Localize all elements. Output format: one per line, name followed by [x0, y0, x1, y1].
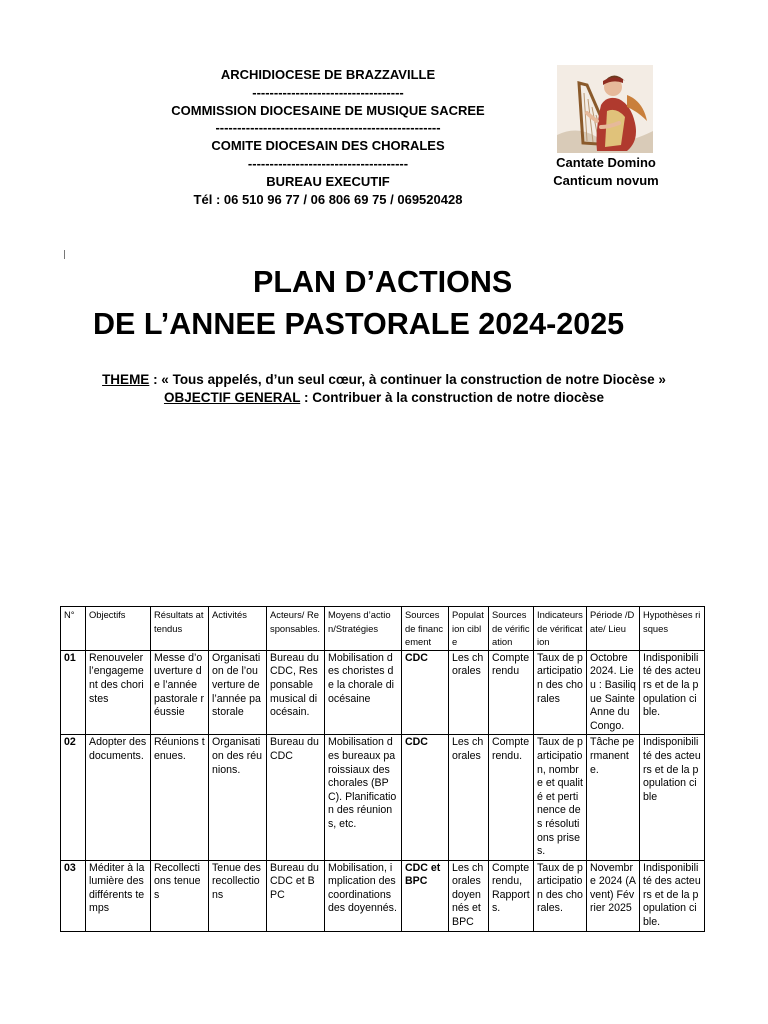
- objective-line: [0, 389, 768, 407]
- table-cell: Tâche permanente.: [587, 735, 640, 860]
- separator-line: ----------------------------------------------------: [215, 120, 441, 136]
- table-cell: Taux de participation des chorales.: [534, 860, 587, 931]
- theme-text: : « Tous appelés, d’un seul cœur, à continuer la construction de notre Diocèse »: [149, 372, 666, 387]
- table-row: [61, 735, 705, 860]
- harpist-illustration-icon: [557, 65, 653, 153]
- column-header: Population cible: [449, 607, 489, 651]
- archdiocese-name: ARCHIDIOCESE DE BRAZZAVILLE: [220, 67, 436, 82]
- table-cell: CDC et BPC: [402, 860, 449, 931]
- table-row: [61, 650, 705, 735]
- table-cell: Recollections tenues: [151, 860, 209, 931]
- table-cell: Taux de participation, nombre et qualité et pertinence des résolutions prises.: [534, 735, 587, 860]
- theme-block: [0, 371, 768, 407]
- table-cell: Bureau du CDC, Responsable musical diocésain.: [267, 650, 325, 735]
- theme-label: THEME: [102, 372, 150, 387]
- motto: [536, 154, 676, 190]
- column-header: Période /Date/ Lieu: [587, 607, 640, 651]
- column-header: Moyens d’action/Stratégies: [325, 607, 402, 651]
- table-cell: Méditer à la lumière des différents temps: [86, 860, 151, 931]
- objective-text: : Contribuer à la construction de notre diocèse: [300, 390, 605, 405]
- column-header: Objectifs: [86, 607, 151, 651]
- phone-numbers: Tél : 06 510 96 77 / 06 806 69 75 / 069520428: [193, 191, 463, 207]
- table-cell: Octobre 2024. Lieu : Basilique Sainte Anne du Congo.: [587, 650, 640, 735]
- table-header-row: [61, 607, 705, 651]
- table-cell: Renouveler l’engagement des choristes: [86, 650, 151, 735]
- table-cell: Adopter des documents.: [86, 735, 151, 860]
- letterhead: [100, 66, 556, 208]
- column-header: Acteurs/ Responsables.: [267, 607, 325, 651]
- table-cell: Taux de participation des chorales: [534, 650, 587, 735]
- stray-mark: [64, 250, 65, 259]
- table-cell: Compte rendu.: [489, 735, 534, 860]
- separator-line: -----------------------------------: [252, 84, 404, 100]
- table-cell: 02: [61, 735, 86, 860]
- table-cell: Mobilisation des choristes de la chorale diocésaine: [325, 650, 402, 735]
- action-plan-table: [60, 606, 705, 932]
- table-cell: Compte rendu: [489, 650, 534, 735]
- table-cell: Bureau du CDC et BPC: [267, 860, 325, 931]
- column-header: Sources de vérification: [489, 607, 534, 651]
- table-cell: Indisponibilité des acteurs et de la population cible.: [640, 860, 705, 931]
- motto-line: Cantate Domino: [556, 155, 656, 170]
- table-cell: Mobilisation, implication des coordinations des doyennés.: [325, 860, 402, 931]
- column-header: Activités: [209, 607, 267, 651]
- table-cell: 03: [61, 860, 86, 931]
- separator-line: -------------------------------------: [247, 155, 409, 171]
- table-cell: Indisponibilité des acteurs et de la population cible.: [640, 650, 705, 735]
- table-cell: Tenue des recollections: [209, 860, 267, 931]
- table-cell: Messe d’ouverture de l’année pastorale réussie: [151, 650, 209, 735]
- column-header: Indicateurs de vérification: [534, 607, 587, 651]
- table-cell: Organisation des réunions.: [209, 735, 267, 860]
- table-cell: Bureau du CDC: [267, 735, 325, 860]
- table-cell: CDC: [402, 735, 449, 860]
- commission-name: COMMISSION DIOCESAINE DE MUSIQUE SACREE: [171, 102, 485, 118]
- committee-name: COMITE DIOCESAIN DES CHORALES: [211, 138, 445, 154]
- column-header: Hypothèses risques: [640, 607, 705, 651]
- table-cell: Mobilisation des bureaux paroissiaux des chorales (BPC). Planification des réunions, etc.: [325, 735, 402, 860]
- theme-line: [0, 371, 768, 389]
- table-cell: Organisation de l’ouverture de l’année pastorale: [209, 650, 267, 735]
- table-cell: Les chorales doyennés et BPC: [449, 860, 489, 931]
- document-title-line1: PLAN D’ACTIONS: [253, 265, 513, 299]
- column-header: Sources de financement: [402, 607, 449, 651]
- table-cell: Les chorales: [449, 735, 489, 860]
- table-cell: 01: [61, 650, 86, 735]
- column-header: Résultats attendus: [151, 607, 209, 651]
- table-cell: Réunions tenues.: [151, 735, 209, 860]
- bureau-name: BUREAU EXECUTIF: [266, 173, 390, 189]
- table-cell: CDC: [402, 650, 449, 735]
- table-cell: Novembre 2024 (Avent) Février 2025: [587, 860, 640, 931]
- document-title-line2: DE L’ANNEE PASTORALE 2024-2025: [93, 307, 625, 341]
- table-cell: Indisponibilité des acteurs et de la population cible: [640, 735, 705, 860]
- table-row: [61, 860, 705, 931]
- motto-line: Canticum novum: [553, 173, 659, 188]
- column-header: N°: [61, 607, 86, 651]
- table-cell: Les chorales: [449, 650, 489, 735]
- objective-label: OBJECTIF GENERAL: [163, 390, 301, 405]
- table-cell: Compte rendu, Rapports.: [489, 860, 534, 931]
